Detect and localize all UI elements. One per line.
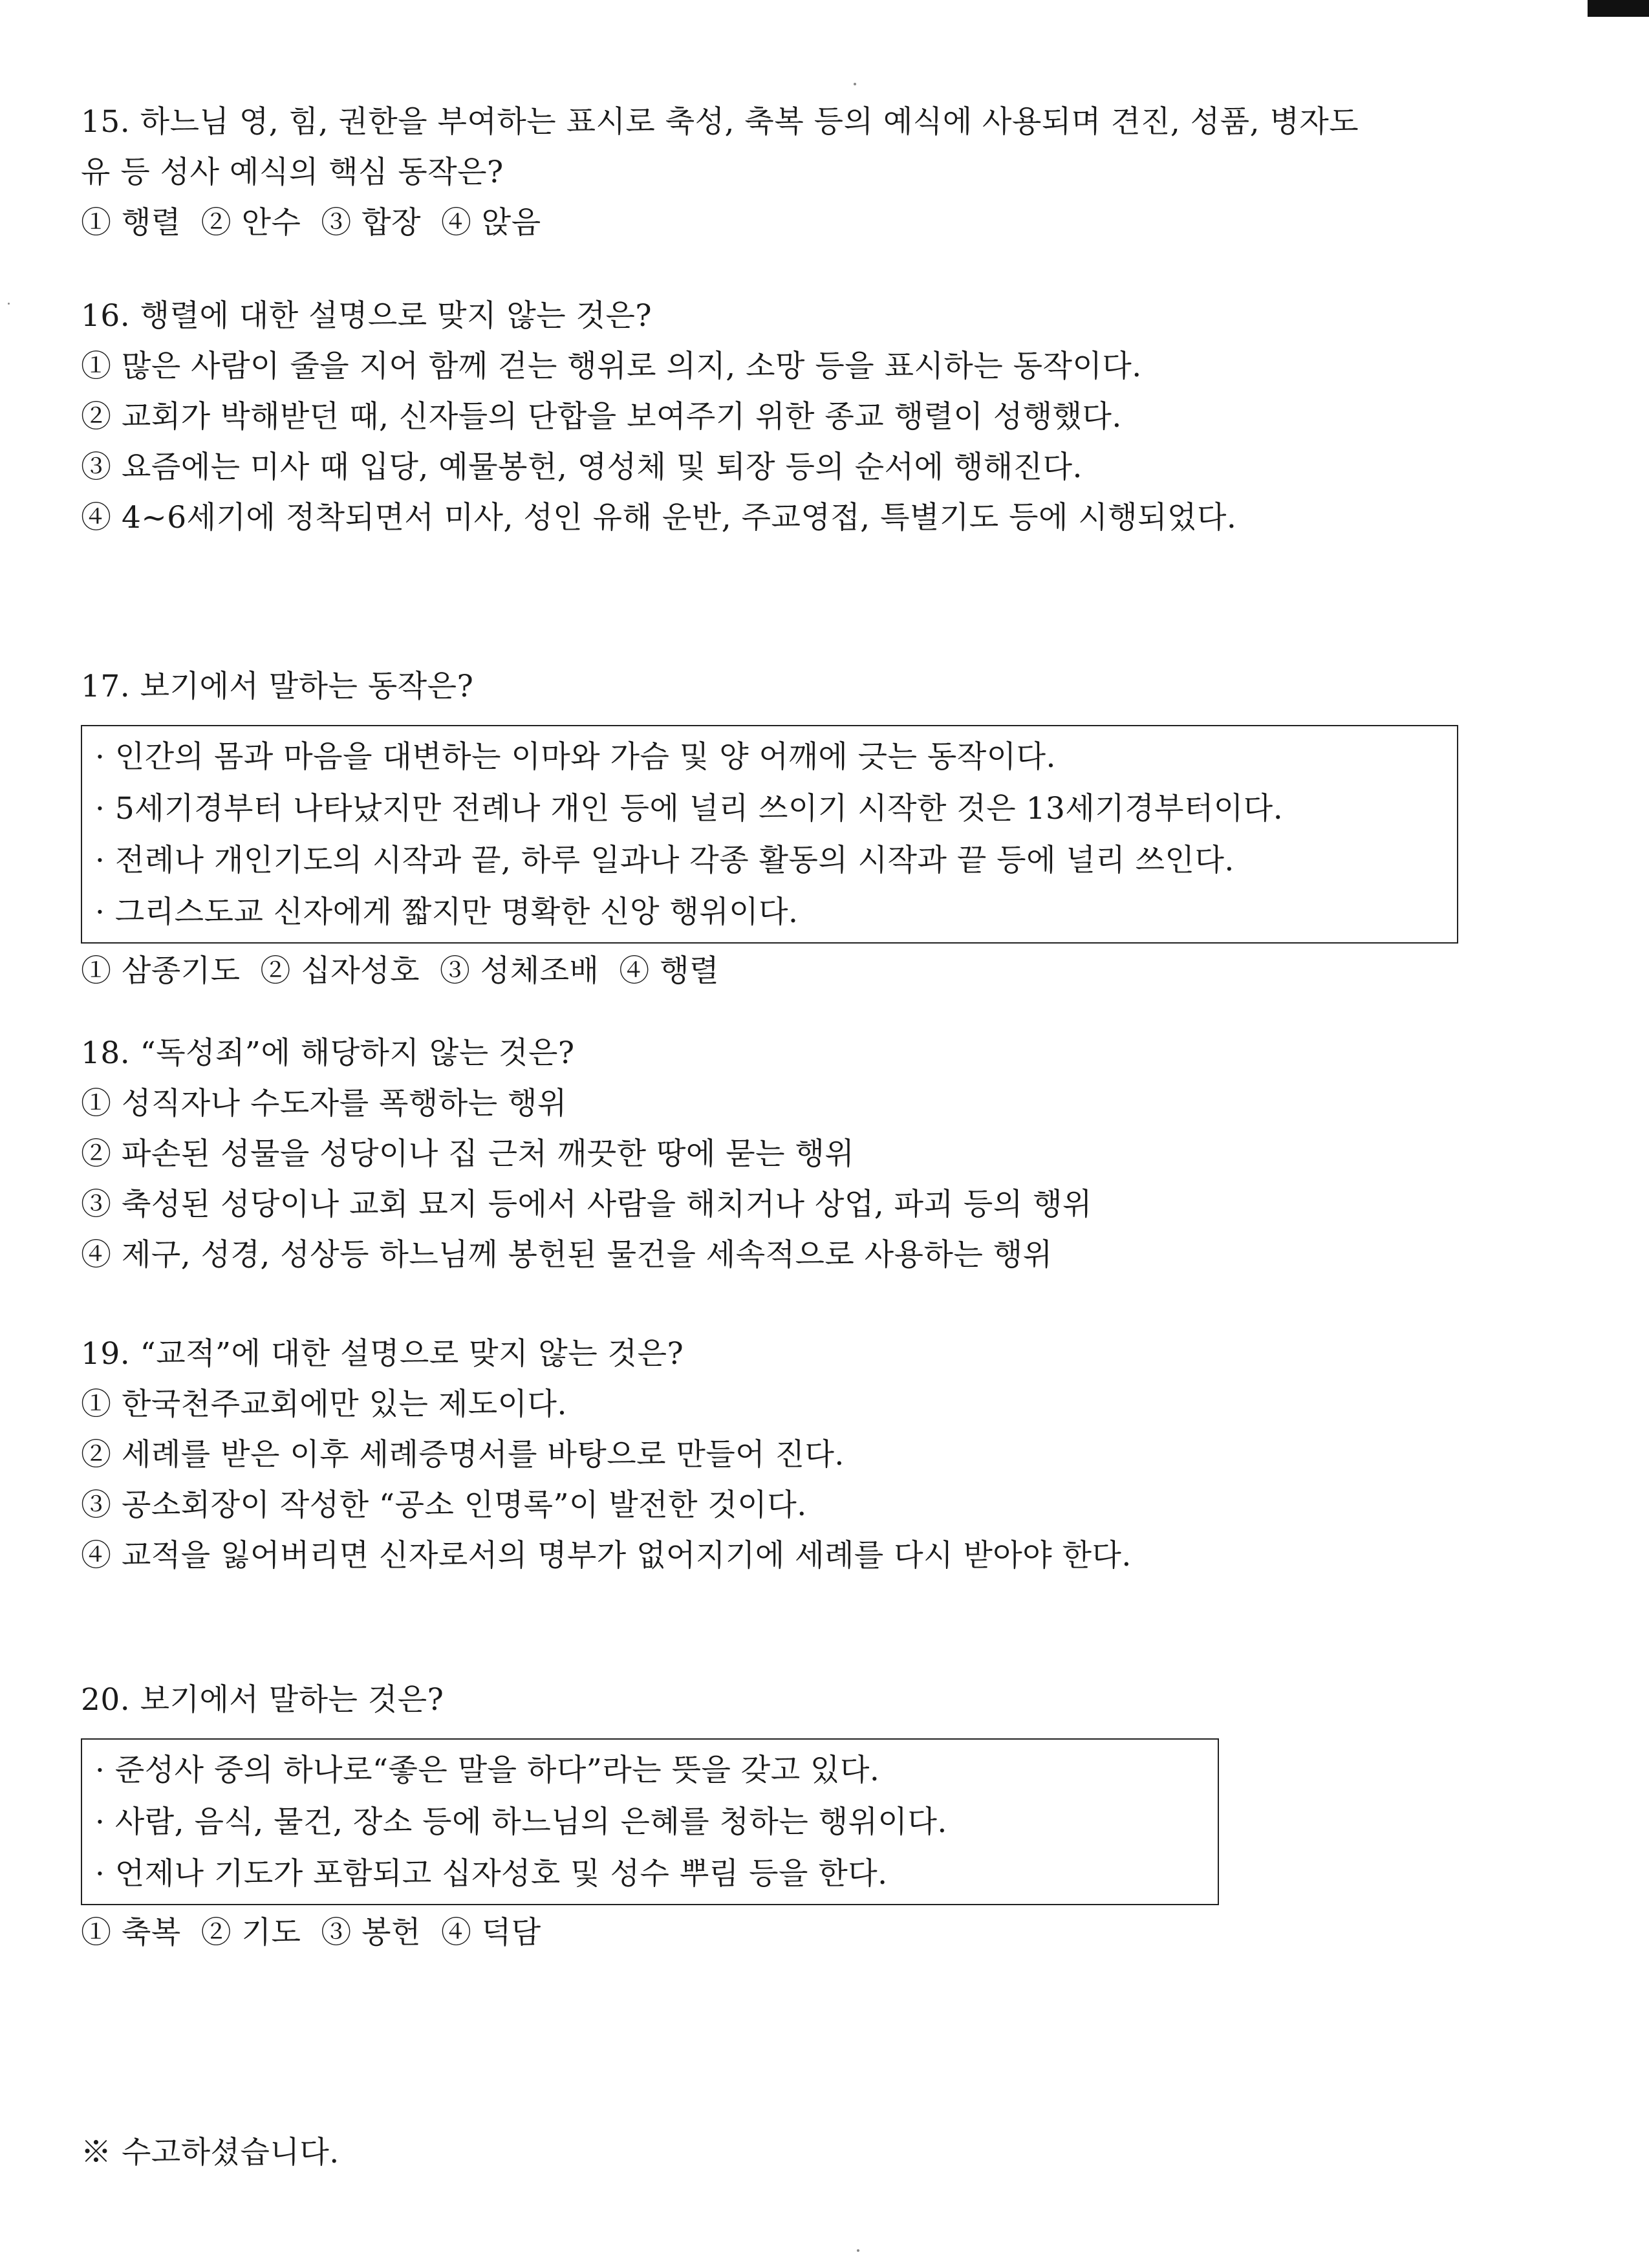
- scan-corner-mark: [1588, 0, 1649, 17]
- answer-option: ① 성직자나 수도자를 폭행하는 행위: [81, 1086, 567, 1121]
- answer-option: ④ 제구, 성경, 성상등 하느님께 봉헌된 물건을 세속적으로 사용하는 행위: [81, 1237, 1053, 1273]
- example-item: · 인간의 몸과 마음을 대변하는 이마와 가슴 및 양 어깨에 긋는 동작이다.: [95, 739, 1056, 775]
- scan-speck: [857, 2249, 859, 2252]
- question-title: 15. 하느님 영, 힘, 권한을 부여하는 표시로 축성, 축복 등의 예식에 사용되며 견진, 성품, 병자도: [81, 104, 1359, 140]
- question-20: [81, 1675, 1219, 1958]
- example-item: · 5세기경부터 나타났지만 전례나 개인 등에 널리 쓰이기 시작한 것은 13세기경부터이다.: [95, 791, 1284, 826]
- answer-option: ③ 축성된 성당이나 교회 묘지 등에서 사람을 해치거나 상업, 파괴 등의 행위: [81, 1187, 1092, 1222]
- example-item: · 언제나 기도가 포함되고 십자성호 및 성수 뿌림 등을 한다.: [95, 1856, 888, 1892]
- answer-option: ② 세례를 받은 이후 세례증명서를 바탕으로 만들어 진다.: [81, 1437, 845, 1473]
- answer-choices: ① 축복 ② 기도 ③ 봉헌 ④ 덕담: [81, 1915, 541, 1950]
- question-17: [81, 662, 1458, 997]
- scan-speck: [854, 83, 856, 85]
- answer-option: ④ 교적을 잃어버리면 신자로서의 명부가 없어지기에 세례를 다시 받아야 한다.: [81, 1538, 1132, 1573]
- scan-speck: [8, 303, 10, 305]
- question-title: 18. “독성죄”에 해당하지 않는 것은?: [81, 1035, 575, 1071]
- question-title: 16. 행렬에 대한 설명으로 맞지 않는 것은?: [81, 298, 652, 334]
- answer-choices: ① 행렬 ② 안수 ③ 합장 ④ 앉음: [81, 205, 541, 241]
- question-16: [81, 291, 1236, 543]
- answer-option: ② 교회가 박해받던 때, 신자들의 단합을 보여주기 위한 종교 행렬이 성행했다.: [81, 399, 1122, 435]
- answer-option: ④ 4~6세기에 정착되면서 미사, 성인 유해 운반, 주교영접, 특별기도 등에 시행되었다.: [81, 500, 1237, 535]
- question-title: 20. 보기에서 말하는 것은?: [81, 1682, 444, 1718]
- question-title-continued: 유 등 성사 예식의 핵심 동작은?: [81, 155, 504, 190]
- answer-option: ② 파손된 성물을 성당이나 집 근처 깨끗한 땅에 묻는 행위: [81, 1136, 855, 1172]
- answer-choices: ① 삼종기도 ② 십자성호 ③ 성체조배 ④ 행렬: [81, 953, 720, 989]
- answer-option: ① 많은 사람이 줄을 지어 함께 걷는 행위로 의지, 소망 등을 표시하는 동작이다.: [81, 349, 1142, 384]
- answer-option: ① 한국천주교회에만 있는 제도이다.: [81, 1387, 567, 1422]
- question-18: [81, 1028, 1092, 1280]
- example-box: [81, 1738, 1219, 1905]
- question-title: 19. “교적”에 대한 설명으로 맞지 않는 것은?: [81, 1336, 684, 1372]
- question-title: 17. 보기에서 말하는 동작은?: [81, 669, 474, 704]
- example-box: [81, 725, 1458, 944]
- question-15: [81, 97, 1359, 248]
- example-item: · 그리스도교 신자에게 짧지만 명확한 신앙 행위이다.: [95, 894, 799, 930]
- example-item: · 전례나 개인기도의 시작과 끝, 하루 일과나 각종 활동의 시작과 끝 등에 널리 쓰인다.: [95, 843, 1234, 878]
- closing-note: ※ 수고하셨습니다.: [81, 2135, 339, 2170]
- example-item: · 사람, 음식, 물건, 장소 등에 하느님의 은혜를 청하는 행위이다.: [95, 1804, 947, 1840]
- answer-option: ③ 공소회장이 작성한 “공소 인명록”이 발전한 것이다.: [81, 1487, 807, 1523]
- answer-option: ③ 요즘에는 미사 때 입당, 예물봉헌, 영성체 및 퇴장 등의 순서에 행해진다.: [81, 449, 1083, 485]
- question-19: [81, 1329, 1132, 1581]
- example-item: · 준성사 중의 하나로“좋은 말을 하다”라는 뜻을 갖고 있다.: [95, 1753, 880, 1788]
